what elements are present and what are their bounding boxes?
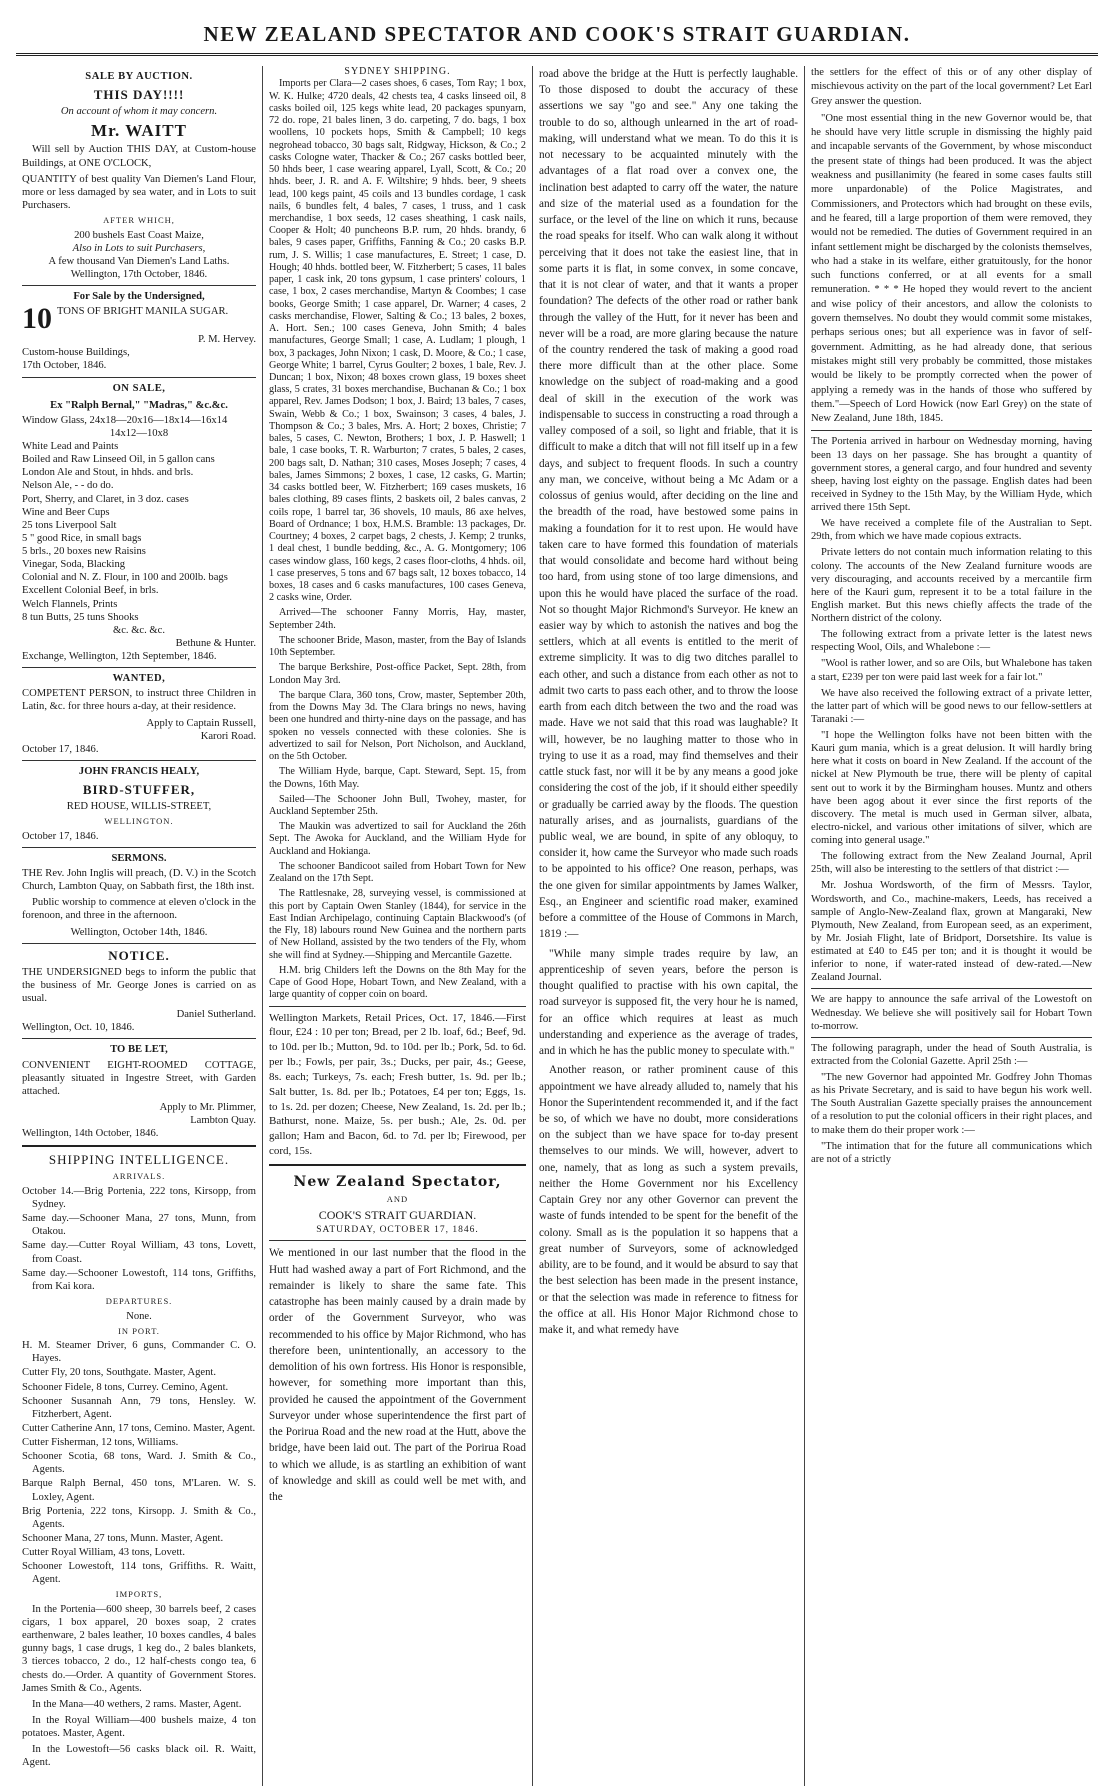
sugar-addr: Custom-house Buildings, xyxy=(22,347,130,359)
editorial-continued: Another reason, or rather prominent cause of this appointment we have already alluded to, namely that his Honor the Superintendent recommended it, and if the fact be so, of which we have no doubt, more considerations on the subject than we have space for to-day present themselves to our minds. We will, however, advert to one, namely, that as long as such a system prevails, neither the Home Government nor his Excellency Captain Grey nor any other Governor can prevent the waste of funds intended to be spent for the benefit of the colony. Small as is the population it so happens that a great number of Surveyors, some of acknowledged ability, are to be found, and it would be absurd to say that the best selection has been made in the present instance, or that the selection was made in reference to fitness for the office at all. His Honor Major Richmond chose to make it, and what remedy have xyxy=(539,1064,798,1337)
list-item: Colonial and N. Z. Flour, in 100 and 200lb. bags xyxy=(22,572,228,584)
news-item: The Rattlesnake, 28, surveying vessel, is commissioned at this port by Captain Owen Stanley (1844), for service in the East Indian Archipelago, continuing Captain Blackwood's (of the Fly, 18) labours round New Guinea and the northern parts of New Holland, assisted by the two tenders of the Fly, whom she will find at Sydney.—Shipping and Mercantile Gazette. xyxy=(269,888,526,961)
inport-item: Cutter Fly, 20 tons, Southgate. Master, Agent. xyxy=(22,1367,216,1379)
news-paragraph: Private letters do not contain much information relating to this colony. The accounts of the New Zealand furniture woods are very discouraging, and accounts received by a mercantile firm here of the Kauri gum, represent it to be a total failure in the English market. But this news chiefly affects the trade of the Northern district of the colony. xyxy=(811,547,1092,625)
auction-laths: A few thousand Van Diemen's Land Laths. xyxy=(48,255,230,267)
paper-name: New Zealand Spectator, xyxy=(293,1173,502,1190)
portenia-news: The Portenia arrived in harbour on Wednesday morning, having been 13 days on her passage. She has brought a quantity of government stores, a general cargo, and four hundred and seventy sheep, having lost eighty on the passage. English dates had been received in Sydney to the 15th May, by the William Hyde, which arrived there 15th Sept. xyxy=(811,436,1092,514)
inport-item: Brig Portenia, 222 tons, Kirsopp. J. Smith & Co., Agents. xyxy=(22,1505,256,1530)
news-paragraph: "I hope the Wellington folks have not been bitten with the Kauri gum mania, which is a great delusion. It will hardly bring here what it costs on board in New Zealand. If the account of the nickel at New Plymouth be true, there will be plenty of capital sent out to work it by the Birmingham houses. Muntz and others have been agog about it ever since the first reports of the discovery. The metal is much used in German silver, albata, electro-nickel, and various other imitations of silver, which are coming into general usage." xyxy=(811,730,1092,847)
list-item: 5 brls., 20 boxes new Raisins xyxy=(22,546,146,558)
inport-item: Schooner Susannah Ann, 79 tons, Hensley. W. Fitzherbert, Agent. xyxy=(22,1395,256,1420)
list-item: Welch Flannels, Prints xyxy=(22,598,118,610)
inport-item: Schooner Mana, 27 tons, Munn. Master, Agent. xyxy=(22,1532,224,1544)
sugar-text: TONS OF BRIGHT MANILA SUGAR. xyxy=(57,306,229,318)
auction-heading: SALE BY AUCTION. xyxy=(85,71,193,82)
editorial-quote: "While many simple trades require by law, an apprenticeship of seven years, before the person is thought qualified to practise with his own capital, the road surveyor is supposed fit, the very hour he is named, for an office which requires at least as much understanding and experience as the average of trades, and in which he has the public money to speculate with." xyxy=(539,947,798,1058)
masthead: NEW ZEALAND SPECTATOR AND COOK'S STRAIT GUARDIAN. xyxy=(16,22,1098,56)
south-australia-news: The following paragraph, under the head of South Australia, is extracted from the Colonial Gazette. April 25th :— xyxy=(811,1042,1092,1067)
list-item: White Lead and Paints xyxy=(22,441,119,453)
inport-heading: IN PORT. xyxy=(118,1325,160,1336)
tolet-apply: Apply to Mr. Plimmer, xyxy=(159,1101,256,1113)
notice-heading: NOTICE. xyxy=(108,947,170,963)
sugar-number: 10 xyxy=(22,302,52,336)
onsale-heading: ON SALE, xyxy=(112,382,166,394)
sermons-heading: SERMONS. xyxy=(111,852,167,864)
inport-item: Cutter Fisherman, 12 tons, Williams. xyxy=(22,1437,179,1449)
import-item: In the Lowestoft—56 casks black oil. R. Waitt, Agent. xyxy=(22,1744,256,1769)
sugar-date: 17th October, 1846. xyxy=(22,360,107,372)
divider xyxy=(22,667,256,668)
tolet-ad xyxy=(22,1043,256,1140)
list-item: Boiled and Raw Linseed Oil, in 5 gallon cans xyxy=(22,454,215,466)
news-paragraph: We have received a complete file of the Australian to Sept. 29th, from which we have made copious extracts. xyxy=(811,518,1092,543)
divider xyxy=(22,847,256,848)
inport-item: Schooner Lowestoft, 114 tons, Griffiths. R. Waitt, Agent. xyxy=(22,1561,256,1586)
column-advertisements xyxy=(16,66,262,1786)
healy-date: October 17, 1846. xyxy=(22,830,99,842)
paper-guardian: COOK'S STRAIT GUARDIAN. xyxy=(318,1207,477,1222)
grey-speech: "One most essential thing in the new Governor would be, that he should have very little scruple in dismissing the highly paid and incapable servants of the Government, by whose misconduct the present state of things had been produced. It was the abject weakness and pusillanimity (he feared in some cases faults still more unpardonable) of the Police Magistrates, and Commissioners, and Protectors which had brought on these evils, and he feared, till a large proportion of them were removed, they would not be remedied. The duties of Government required in an infant settlement might be discharged by the colonists themselves, who had a stake in its welfare, either gratuitously, for the honor such functions conferred, or at all events for a small remuneration. * * * He hoped they would revert to the ancient and wise policy of their ancestors, and allow the colonists to govern themselves. No doubt they would commit some mistakes, perhaps serious ones; but all experience was in favor of self-government. Admitting, as he had already done, that serious mistakes might still very probably be committed, those mistakes would be likely to be promptly corrected when the power of applying a remedy was in the hands of those who suffered by them."—Speech of Lord Howick (now Earl Grey) on the state of New Zealand, June 18th, 1845. xyxy=(811,112,1092,425)
editorial-end: the settlers for the effect of this or of any other display of mischievous activity on the part of the local government? Let Earl Grey answer the question. xyxy=(811,67,1092,107)
divider xyxy=(22,943,256,944)
sugar-line xyxy=(22,302,256,336)
divider xyxy=(269,1164,526,1166)
sydney-heading: SYDNEY SHIPPING. xyxy=(344,66,451,77)
auction-account: On account of whom it may concern. xyxy=(60,106,218,118)
inport-item: Cutter Catherine Ann, 17 tons, Cemino. Master, Agent. xyxy=(22,1422,256,1434)
column-news xyxy=(804,66,1098,1786)
inport-item: Barque Ralph Bernal, 450 tons, M'Laren. W. S. Loxley, Agent. xyxy=(22,1478,256,1503)
paper-dateline: SATURDAY, OCTOBER 17, 1846. xyxy=(316,1224,479,1235)
sugar-ad xyxy=(22,290,256,373)
notice-sign: Daniel Sutherland. xyxy=(176,1009,256,1021)
divider xyxy=(269,1006,526,1007)
news-paragraph: The following extract from a private letter is the latest news respecting Wool, Oils, and Whalebone :— xyxy=(811,629,1092,654)
shipping-heading: SHIPPING INTELLIGENCE. xyxy=(48,1152,230,1168)
auction-after: AFTER WHICH, xyxy=(103,215,175,226)
list-item: 25 tons Liverpool Salt xyxy=(22,519,117,531)
divider xyxy=(811,430,1092,431)
wanted-heading: WANTED, xyxy=(112,673,166,685)
onsale-list xyxy=(22,414,256,637)
divider xyxy=(811,988,1092,989)
news-item: The schooner Bandicoot sailed from Hobart Town for New Zealand on the 17th Sept. xyxy=(269,860,526,885)
imports-heading: IMPORTS, xyxy=(115,1589,163,1600)
sermons-body: THE Rev. John Inglis will preach, (D. V.) in the Scotch Church, Lambton Quay, on Sabbath first, the 18th inst. xyxy=(22,868,256,893)
onsale-ad xyxy=(22,382,256,664)
wanted-ad xyxy=(22,672,256,756)
arrival-item: Same day.—Schooner Mana, 27 tons, Munn, from Otakou. xyxy=(22,1213,256,1238)
news-paragraph: "The new Governor had appointed Mr. Godfrey John Thomas as his Private Secretary, and is said to have begun his work well. The South Australian Gazette specially praises the announcement of a resolution to put the colonial officers in their right places, and to make them do their proper work :— xyxy=(811,1072,1092,1136)
sugar-heading: For Sale by the Undersigned, xyxy=(73,291,205,303)
news-item: The William Hyde, barque, Capt. Steward, Sept. 15, from the Downs, 16th May. xyxy=(269,766,526,790)
healy-name: JOHN FRANCIS HEALY, xyxy=(78,765,200,777)
sermons-date: Wellington, October 14th, 1846. xyxy=(70,926,208,938)
onsale-sign: Bethune & Hunter. xyxy=(175,637,256,649)
inport-item: H. M. Steamer Driver, 6 guns, Commander C. O. Hayes. xyxy=(22,1340,256,1365)
healy-addr: RED HOUSE, WILLIS-STREET, xyxy=(66,801,212,813)
inport-item: Schooner Fidele, 8 tons, Currey. Cemino, Agent. xyxy=(22,1381,229,1393)
news-item: Sailed—The Schooner John Bull, Twohey, master, for Auckland September 25th. xyxy=(269,793,526,817)
tolet-date: Wellington, 14th October, 1846. xyxy=(22,1128,159,1140)
arrival-item: Same day.—Schooner Lowestoft, 114 tons, Griffiths, from Kai kora. xyxy=(22,1267,256,1292)
healy-ad xyxy=(22,765,256,843)
list-item: Excellent Colonial Beef, in brls. xyxy=(22,585,159,597)
tolet-body: CONVENIENT EIGHT-ROOMED COTTAGE, pleasantly situated in Ingestre Street, with Garden attached. xyxy=(22,1059,256,1097)
list-item: 5 " good Rice, in small bags xyxy=(22,532,142,544)
news-item: The schooner Bride, Mason, master, from the Bay of Islands 10th September. xyxy=(269,634,526,659)
news-item: The barque Clara, 360 tons, Crow, master, September 20th, from the Downs May 3d. The Clara brings no news, having been one hundred and thirty-nine days on the passage, and has spoken no vessels connected with these colonies. She is advertized to sail for Nelson, Port Nicholson, and Auckland, on the 5th October. xyxy=(269,689,526,763)
list-item: &c. &c. &c. xyxy=(112,624,166,636)
divider xyxy=(22,285,256,286)
arrival-item: October 14.—Brig Portenia, 222 tons, Kirsopp, from Sydney. xyxy=(22,1185,256,1211)
shipping-intelligence xyxy=(22,1152,256,1769)
divider xyxy=(22,760,256,761)
wanted-body: COMPETENT PERSON, to instruct three Children in Latin, &c. for three hours a-day, at their residence. xyxy=(22,688,256,713)
wanted-date: October 17, 1846. xyxy=(22,743,99,755)
news-paragraph: "The intimation that for the future all communications which are not of a strictly xyxy=(811,1140,1092,1165)
notice-ad xyxy=(22,948,256,1035)
list-item: Vinegar, Soda, Blacking xyxy=(22,559,126,571)
list-item: Nelson Ale, - - do do. xyxy=(22,480,114,492)
divider xyxy=(22,377,256,378)
tolet-quay: Lambton Quay. xyxy=(190,1115,256,1127)
column-editorial xyxy=(532,66,804,1786)
notice-body: THE UNDERSIGNED begs to inform the public that the business of Mr. George Jones is carried on as usual. xyxy=(22,966,256,1005)
departures-heading: DEPARTURES. xyxy=(105,1295,173,1306)
list-item: Window Glass, 24x18—20x16—18x14—16x14 xyxy=(22,414,228,426)
lowestoft-news: We are happy to announce the safe arrival of the Lowestoft on Wednesday. We believe she will positively sail for Hobart Town to-morrow. xyxy=(811,994,1092,1032)
column-sydney-shipping xyxy=(262,66,532,1786)
divider xyxy=(811,1037,1092,1038)
divider xyxy=(22,1145,256,1147)
editorial-opening: We mentioned in our last number that the flood in the Hutt had washed away a part of Fort Richmond, and the remainder is likely to share the same fate. This catastrophe has been mainly caused by a drain made by order of the Government Surveyor, who was recommended to his office by Major Richmond, who has therefore been, unintentionally, an accessory to the demolition of his own fortress. His Honor is responsible, however, for something more important than this, provided he caused the appointment of the Government Surveyor under whose superintendence the first part of the Porirua Road and the new road at the Hutt, above the bridge, have been laid out. The part of the Porirua Road to which we allude, is as startling an exhibition of want of knowledge and skill as could well be met with, and the xyxy=(269,1247,526,1503)
departures-value: None. xyxy=(126,1310,152,1322)
import-item: In the Royal William—400 bushels maize, 4 ton potatoes. Master, Agent. xyxy=(22,1714,256,1740)
sermons-ad xyxy=(22,852,256,939)
import-item: In the Portenia—600 sheep, 30 barrels beef, 2 cases cigars, 1 box apparel, 20 boxes soap, 2 crates earthenware, 2 bales leather, 10 boxes candles, 4 bales gunny bags, 1 case drugs, 1 keg do., 2 bales blankets, 3 tierces tobacco, 2 do., 12 half-chests congo tea, 6 chests do.—Order. A quantity of Government Stores. James Smith & Co., Agents. xyxy=(22,1603,256,1694)
news-paragraph: We have also received the following extract of a private letter, the latter part of which will be good news to our fellow-settlers at Taranaki :— xyxy=(811,687,1092,725)
auction-maize: 200 bushels East Coast Maize, xyxy=(74,229,204,241)
auction-body: QUANTITY of best quality Van Diemen's Land Flour, more or less damaged by sea water, and in Lots to suit Purchasers. xyxy=(22,173,256,211)
news-item: The barque Berkshire, Post-office Packet, Sept. 28th, from London May 3rd. xyxy=(269,662,526,686)
arrival-item: Same day.—Cutter Royal William, 43 tons, Lovett, from Coast. xyxy=(22,1240,256,1265)
wanted-apply: Apply to Captain Russell, xyxy=(146,717,256,729)
auction-lots: Also in Lots to suit Purchasers, xyxy=(72,242,206,254)
inport-item: Cutter Royal William, 43 tons, Lovett. xyxy=(22,1547,185,1559)
sugar-sign: P. M. Hervey. xyxy=(198,334,256,346)
arrivals-heading: ARRIVALS. xyxy=(112,1171,166,1182)
columns xyxy=(16,66,1098,1786)
auction-date: Wellington, 17th October, 1846. xyxy=(70,268,208,280)
onsale-ex: Ex "Ralph Bernal," "Madras," &c.&c. xyxy=(50,399,228,411)
wanted-road: Karori Road. xyxy=(200,730,256,742)
healy-trade: BIRD-STUFFER, xyxy=(82,782,196,798)
divider xyxy=(22,1038,256,1039)
auction-intro: Will sell by Auction THIS DAY, at Custom-house Buildings, at ONE O'CLOCK, xyxy=(22,144,256,169)
list-item: London Ale and Stout, in hhds. and brls. xyxy=(22,467,194,479)
news-item: Arrived—The schooner Fanny Morris, Hay, master, September 24th. xyxy=(269,607,526,631)
news-item: The Maukin was advertized to sail for Auckland the 26th Sept. The Awoka for Auckland, and the William Hyde for Auckland and Hokianga. xyxy=(269,821,526,857)
list-item: Wine and Beer Cups xyxy=(22,506,110,518)
paper-and: AND xyxy=(386,1194,409,1205)
healy-town: WELLINGTON. xyxy=(104,816,174,827)
auctioneer-name: Mr. WAITT xyxy=(91,121,187,141)
import-item: In the Mana—40 wethers, 2 rams. Master, Agent. xyxy=(32,1698,242,1710)
news-item: H.M. brig Childers left the Downs on the 8th May for the Cape of Good Hope, Hobart Town, and New Zealand, with a large quantity of copper coin on board. xyxy=(269,964,526,1001)
editorial-body: road above the bridge at the Hutt is perfectly laughable. To those disposed to doubt the accuracy of these assertions we say "go and see." Any one taking the trouble to do so, although unlearned in the art of road-making, will understand what we mean. To do this it is not necessary to be acquainted minutely with the advantages of a flat road over a convex one, the inclination best adapted to carry off the water, the nature and size of the material used as a foundation for the surface, or the level of the line on which it runs, because the road speaks for itself. Who can walk along it without perceiving that it does not take the easiest line, that in some parts it is flat, in some convex, in some concave, that it is not clear of water, and that it wants a proper foundation? The defects of the other road or rather bank through the valley of the Hutt, for it never has been and never will be a road, are more glaring because the nature of the country rendered the task of making a good road there more difficult than at the other place. Some knowledge on the subject of road-making and a good deal of skill in the execution of the work was indispensable to success in constructing a road through a valley composed of a soil, so light and friable, that it is difficult to make a ditch that will not fill itself up in a few days, and subject to frequent floods. In such a country any man, we conceive, without being a Mc Adam or a colossus of genius would, after deciding on the line and the breadth of the road, have bestowed some pains in making a foundation for it to rest upon. He would have taken care to have formed this foundation of materials that would consolidate and become hard without being too hard, from using stone of too large dimensions, and upon this he would have placed the surface of the road. Not so thought Major Richmond's Surveyor. He knew an easier way by which to astonish the natives and bog the settlers, which at all events is entitled to the merit of extreme simplicity. It was to dig two ditches parallel to each other, and such a distance from each other as not to admit two carts to pass each other, and to throw the loose earth from each ditch between the two and the road was made. Have we not said that this road was laughable? It will, however, be no laughing matter to those who in trying to use it as a road, may find themselves and their cattle stuck fast, nor will it be by any means a good joke considering the cost of the job, if it should either speedily or gradually be carried away by the floods. The question naturally arises, and as journalists, guardians of the public weal, we are bound, in spite of any obloquy, to consider it, how came the Surveyor who made such roads to be appointed to his office? One reason, perhaps, was the one given for similar appointments by James Walker, Esq., an Engineer and scientific road maker, examined before a committee of the House of Commons in March, 1819 :— xyxy=(539,68,798,941)
news-paragraph: Mr. Joshua Wordsworth, of the firm of Messrs. Taylor, Wordsworth, and Co., machine-makers, Leeds, has received a sample of Anglo-New-Zealand flax, grown at Mangaraki, New Plymouth, New Zealand, from European seed, as an experiment, by Mr. Josiah Flight, late of Bridport, Dorsetshire. Its value is estimated at £40 to £45 per ton; and it is thought it would be inferior to none, if water-rated instead of dew-rated.—New Zealand Journal. xyxy=(811,880,1092,984)
sermons-body2: Public worship to commence at eleven o'clock in the forenoon, and three in the afternoon. xyxy=(22,897,256,922)
news-paragraph: The following extract from the New Zealand Journal, April 25th, will also be interesting to the settlers of that district :— xyxy=(811,851,1092,876)
tolet-heading: TO BE LET, xyxy=(110,1044,168,1056)
inport-item: Schooner Scotia, 68 tons, Ward. J. Smith & Co., Agents. xyxy=(22,1451,256,1476)
notice-date: Wellington, Oct. 10, 1846. xyxy=(22,1022,135,1034)
list-item: Port, Sherry, and Claret, in 3 doz. cases xyxy=(22,493,189,505)
sydney-imports: Imports per Clara—2 cases shoes, 6 cases, Tom Ray; 1 box, W. K. Hulke; 4720 deals, 42 chests tea, 4 casks linseed oil, 8 casks boiled oil, 125 kegs white lead, 20 packages spunyarn, 72 do. rope, 21 bales linen, 3 do. carpeting, 7 do. bags, 1 box woollens, 10 pockets hops, Smith & Campbell; 10 kegs negrohead tobacco, 30 bags salt, Ridgway, Hickson, & Co.; 2 casks Cologne water, Thacker & Co.; 267 casks bottled beer, 50 hhds beer, 1 case wearing apparel, Lyall, Scott, & Co.; 20 hhds. beer, J. R. and A. F. Wiltshire; 9 hhds. beer, 9 sheets lead, 100 kegs paint, 45 coils and 13 bundles cordage, 1 cask nails, 6 bundles felt, 4 bales, 7 cases, 1 truss, and 1 cask merchandise, 1 box seeds, 12 cases sheathing, 1 cask nails, Cooper & Holt; 40 puncheons B.P. rum, 20 hhds. brandy, 6 bales, 9 cases paper, Griffiths, Fanning & Co.; 20 casks B.P. rum, J. S. Willis; 1 case manufactures, E. Street; 1 case, D. Hough; 40 hhds. bottled beer, W. Fitzherbert; 5 cases, 11 bales paper, 1 cask ink, 20 tons gypsum, 1 case printers' colours, 1 case, 1 box, 2 cases merchandise, Martyn & Coombes; 1 case books, George Smith; 1 case apparel, Dr. Warner; 4 cases, 2 casks merchandise, Flower, Salting & Co.; 13 bales, 2 boxes, A. Hort. Sen.; 100 cases Geneva, John Smith; 4 bales manufactures, George Small; 1 case, A. Ludlam; 1 plough, 1 box, 3 packages, John Nixon; 1 cask, D. Moore, & Co.; 1 case, George White; 1 barrel, Cyrus Goulter; 2 boxes, 1 bale, Rev. J. Duncan; 1 box, Nixon; 48 boxes crown glass, 19 boxes sheet glass, 5 crates, 31 boxes merchandise, Buchanan & Co.; 1 box apparel, Rev. James Dodson; 1 box, J. Baird; 13 bales, 7 cases, Swain, Webb & Co.; 1 box, Swainson; 3 cases, 4 bales, J. Thompson & Co.; 3 bales, Mrs. A. Hort; 2 boxes, Christie; 7 bales, 5 cases, C. Newton, Brothers; 1 box, J. P. Haswell; 1 bale, 1 case books, T. R. Warburton; 7 crates, 5 bales, 2 cases, 200 bags salt, D. Nathan; 310 cases, Moses Joseph; 7 cases, 4 bales, James Simmons; 2 boxes, 1 case, 12 casks, G. Martin; 34 casks bottled beer, W. Fitzherbert; 169 cases muskets, 16 bales clothing, 89 cases flints, 2 baskets oil, 2 bales canvas, 2 coils rope, 1 barrel tar, 36 shovels, 10 mauls, 86 axe helves, Board of Ordnance; 1 box, H.M.S. Bramble: 13 packages, Dr. Courtney; 4 boxes, 2 carpet bags, 2 chests, J. Kemp; 2 trunks, 1 deal chest, 1 bundle bedding, &c., A. G. Montgomery; 106 cases window glass, 160 kegs, 2 cases floor-cloths, 4 hhds. oil, 1 case preserves, 5 tons and 67 bags salt, 12 boxes tobacco, 14 boxes, 18 cases and 6 casks manufactures, 100 cases Geneva, 2 casks wine, Order. xyxy=(269,78,526,604)
news-paragraph: "Wool is rather lower, and so are Oils, but Whalebone has taken a start, £239 per ton were paid last week for a fair lot." xyxy=(811,658,1092,683)
divider xyxy=(269,1240,526,1241)
auction-ad xyxy=(22,70,256,281)
this-day: THIS DAY!!!! xyxy=(93,87,185,103)
list-item: 14x12—10x8 xyxy=(109,427,169,439)
list-item: 8 tun Butts, 25 tuns Shooks xyxy=(22,611,139,623)
onsale-date: Exchange, Wellington, 12th September, 1846. xyxy=(22,651,217,663)
wellington-markets: Wellington Markets, Retail Prices, Oct. 17, 1846.—First flour, £24 : 10 per ton; Bread, per 2 lb. loaf, 6d.; Beef, 9d. to 10d. per lb.; Mutton, 9d. to 10d. per lb.; Pork, 5d. to 6d. per lb.; Fowls, per pair, 3s.; Ducks, per pair, 4s.; Geese, 8s. each; Turkeys, 7s. each; Fresh butter, 1s. 9d. per lb.; Salt butter, 1s. 8d. per lb.; Potatoes, £4 per ton; Eggs, 1s. to 1s. 2d. per dozen; Cheese, New Zealand, 1s. 2d. per lb.; Bathurst, none. Maize, 5s. per bush.; Ale, 2s. 0d. per gallon; Ham and Bacon, 6d. to 7d. per lb; Firewood, per cord, 15s. xyxy=(269,1011,526,1158)
